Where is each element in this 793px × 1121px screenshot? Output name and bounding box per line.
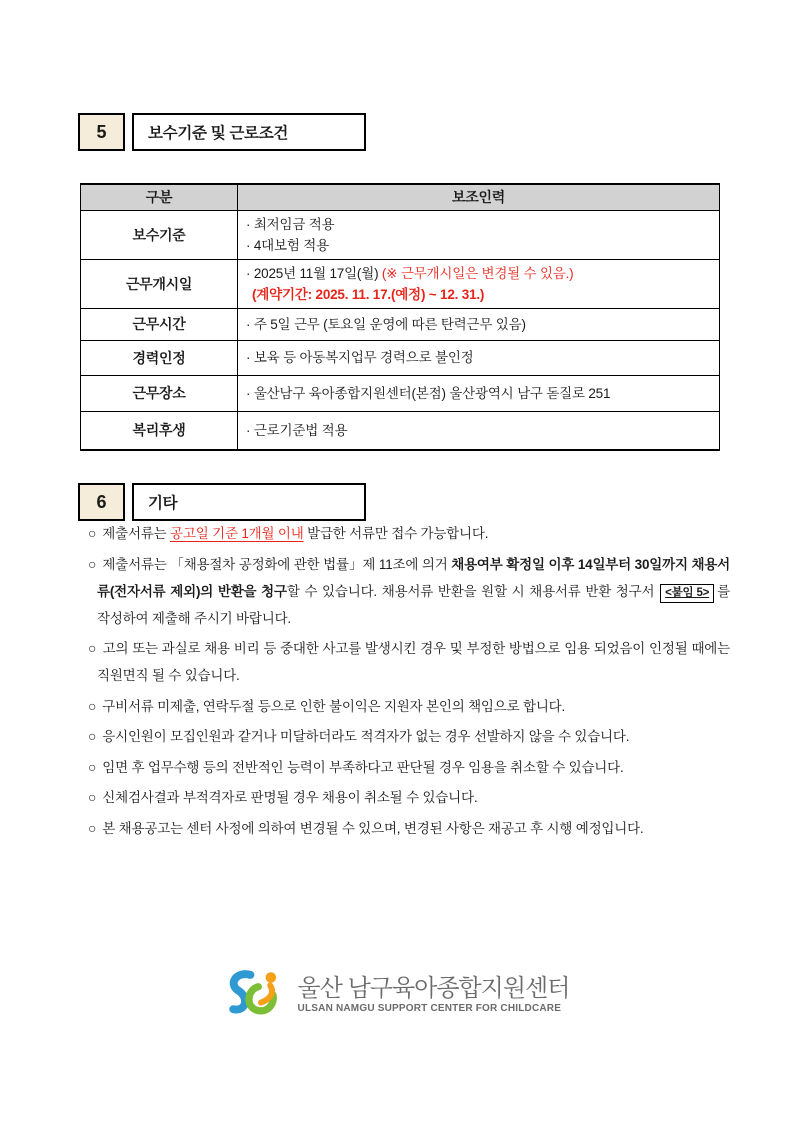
list-item [88, 784, 730, 811]
text-segment: 신체검사결과 부적격자로 판명될 경우 채용이 취소될 수 있습니다. [102, 790, 478, 805]
cell-line [246, 314, 713, 335]
logo-korean-name: 울산 남구육아종합지원센터 [297, 975, 570, 1002]
row-value [246, 314, 713, 335]
list-item [88, 815, 730, 842]
text-segment: 공고일 기준 1개월 이내 [170, 526, 304, 541]
list-item [88, 551, 730, 632]
circle-bullet-marker: ○ [88, 555, 97, 572]
text-segment: (계약기간: 2025. 11. 17.(예정) ~ 12. 31.) [252, 286, 485, 302]
table-row-pay-standard [81, 210, 720, 259]
row-value [246, 263, 713, 305]
text-segment: 발급한 서류만 접수 가능합니다. [303, 526, 489, 541]
circle-bullet-marker: ○ [88, 758, 97, 775]
list-item [88, 520, 730, 547]
text-segment: 를 작성하여 제출해 주시기 바랍니다. [97, 583, 730, 626]
notes-list [88, 520, 730, 845]
row-label: 복리후생 [81, 411, 238, 450]
list-item [88, 723, 730, 750]
cell-line [246, 420, 713, 441]
text-segment: (※ 근무개시일은 변경될 수 있음.) [381, 265, 574, 281]
row-value [246, 347, 713, 368]
table-header-category: 구분 [81, 184, 238, 210]
circle-bullet-marker: ○ [88, 789, 97, 805]
text-segment: · 주 5일 근무 (토요일 운영에 따른 탄력근무 있음) [246, 316, 526, 332]
cell-line [246, 284, 713, 305]
list-item [88, 754, 730, 781]
list-item-text [102, 729, 629, 744]
cell-line [246, 383, 713, 404]
text-segment: 제출서류는 [102, 526, 171, 541]
list-item-text [102, 760, 623, 775]
list-item-text [102, 526, 488, 541]
list-item-text [97, 641, 730, 683]
section-5-title: 보수기준 및 근로조건 [132, 113, 366, 151]
section-6-title: 기타 [132, 483, 366, 521]
circle-bullet-marker: ○ [88, 697, 97, 714]
text-segment: 응시인원이 모집인원과 같거나 미달하더라도 적격자가 없는 경우 선발하지 않을 수 있습니다. [102, 729, 630, 744]
list-item [88, 693, 730, 720]
cell-line [246, 263, 713, 284]
section-5-header [78, 113, 366, 151]
table-row-career-recognition [81, 340, 720, 375]
section-5-number-badge: 5 [78, 113, 125, 151]
list-item-text [102, 790, 477, 805]
table-row-work-hours [81, 308, 720, 340]
section-6-header [78, 483, 366, 521]
row-label: 근무장소 [81, 375, 238, 411]
text-segment: · 최저임금 적용 [246, 216, 335, 232]
row-value [246, 420, 713, 441]
row-value [246, 214, 713, 256]
circle-bullet-marker: ○ [88, 525, 97, 541]
circle-bullet-marker: ○ [88, 728, 97, 744]
table-header-assistant-staff: 보조인력 [238, 184, 720, 210]
text-segment: · 4대보험 적용 [246, 237, 329, 253]
cell-line [246, 235, 713, 256]
cell-line [246, 347, 713, 368]
table-row-work-location [81, 375, 720, 411]
compensation-conditions-table [80, 183, 720, 451]
table-header-row [81, 184, 720, 210]
row-label: 경력인정 [81, 340, 238, 375]
list-item [88, 635, 730, 689]
table-row-welfare [81, 411, 720, 450]
table-row-start-date [81, 259, 720, 308]
text-segment: · 보육 등 아동복지업무 경력으로 불인정 [246, 350, 474, 365]
text-segment: 구비서류 미제출, 연락두절 등으로 인한 불이익은 지원자 본인의 책임으로 합니다. [102, 698, 566, 714]
text-segment: 본 채용공고는 센터 사정에 의하여 변경될 수 있으며, 변경된 사항은 재공고 후 시행 예정입니다. [102, 820, 644, 836]
circle-bullet-marker: ○ [88, 819, 97, 836]
text-segment: · 근로기준법 적용 [246, 422, 348, 438]
cell-line [246, 214, 713, 235]
circle-bullet-marker: ○ [88, 640, 97, 656]
text-segment: 채용여부 확정일 이후 14일부터 30일까지 채용서류(전자서류 제외)의 반환을 청구 [97, 556, 730, 599]
list-item-text [102, 821, 643, 836]
text-segment: 할 수 있습니다. 채용서류 반환을 원할 시 채용서류 반환 청구서 [286, 583, 660, 599]
childcare-center-logo-icon [224, 964, 290, 1028]
row-value [246, 383, 713, 404]
text-segment: 제출서류는 「채용절차 공정화에 관한 법률」제 11조에 의거 [102, 556, 452, 572]
list-item-text [102, 699, 565, 714]
logo-english-name: ULSAN NAMGU SUPPORT CENTER FOR CHILDCARE [297, 1003, 562, 1014]
text-segment: <붙임 5> [660, 584, 714, 603]
list-item-text [97, 557, 730, 626]
logo-text-block [298, 976, 570, 1016]
text-segment: · 2025년 11월 17일(월) [246, 265, 382, 281]
row-label: 근무개시일 [81, 259, 238, 308]
row-label: 보수기준 [81, 210, 238, 259]
text-segment: · 울산남구 육아종합지원센터(본점) 울산광역시 남구 돋질로 251 [246, 385, 611, 401]
section-6-number-badge: 6 [78, 483, 125, 521]
text-segment: 임면 후 업무수행 등의 전반적인 능력이 부족하다고 판단될 경우 임용을 취소할 수 있습니다. [102, 759, 624, 775]
row-label: 근무시간 [81, 308, 238, 340]
text-segment: 고의 또는 과실로 채용 비리 등 중대한 사고를 발생시킨 경우 및 부정한 방법으로 임용 되었음이 인정될 때에는 직원면직 될 수 있습니다. [97, 641, 730, 683]
footer-logo [0, 964, 793, 1028]
